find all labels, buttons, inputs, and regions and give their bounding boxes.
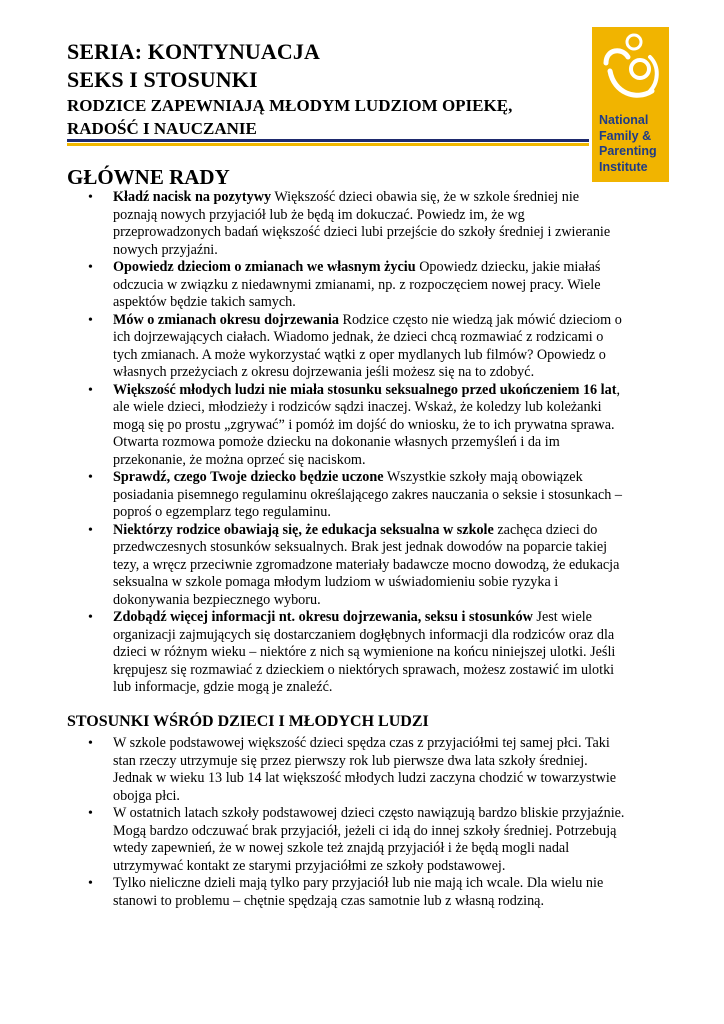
tip-bold-lead: Kładź nacisk na pozytywy	[113, 189, 272, 205]
list-item	[86, 259, 626, 312]
tip-bold-lead: Mów o zmianach okresu dojrzewania	[113, 311, 339, 328]
relationships-list	[86, 735, 626, 910]
nfpi-logo	[592, 27, 669, 182]
logo-text	[599, 113, 667, 175]
list-item	[86, 312, 626, 382]
tip-text: Wszystkie szkoły mają obowiązek posiadania pisemnego regulaminu określającego zakres nauczania o seksie i stosunkach – poproś o egzemplarz tego regulaminu.	[113, 469, 622, 520]
tip-bold-lead: Niektórzy rodzice obawiają się, że edukacja seksualna w szkole	[113, 521, 494, 538]
logo-line-3: Parenting	[599, 144, 657, 158]
main-tips-heading: GŁÓWNE RADY	[67, 165, 230, 189]
tip-bold-lead: Opowiedz dzieciom o zmianach we własnym życiu	[113, 259, 416, 275]
subtitle-line-1: RODZICE ZAPEWNIAJĄ MŁODYM LUDZIOM OPIEKĘ,	[67, 96, 513, 115]
family-figures-icon	[592, 27, 669, 113]
tip-text: Opowiedz dziecku, jakie miałaś odczucia w związku z niedawnymi zmianami, np. z rozpoczęciem nowej pracy. Wiele aspektów będzie takich samych.	[113, 259, 601, 310]
list-item	[86, 522, 626, 610]
header-rule-blue	[67, 139, 589, 142]
tip-text: zachęca dzieci do przedwczesnych stosunków seksualnych. Brak jest jednak dowodów na poparcie takiej tezy, a wręcz przeciwnie zgromadzone materiały badawcze mocno dowodzą, że edukacja seksualna w szkole pomaga młodym ludziom w uświadomieniu sobie ryzyka i dokonywania bezpiecznego wyboru.	[113, 521, 620, 608]
list-item: • Tylko nieliczne dzieli mają tylko pary przyjaciół lub nie mają ich wcale. Dla wielu nie stanowi to problemu – chętnie spędzają czas samotnie lub z własną rodziną.	[86, 875, 626, 910]
subtitle-line-2: RADOŚĆ I NAUCZANIE	[67, 119, 257, 138]
list-item	[86, 609, 626, 697]
tip-text: , ale wiele dzieci, młodzieży i rodziców sądzi inaczej. Wskaż, że koledzy lub koleżanki mogą się po prostu „zgrywać” i pomóż im dojść do wniosku, że to ich prywatna sprawa. Otwarta rozmowa pomoże dziecku na dokonanie własnych przemyśleń i da im przekonanie, że można oprzeć się naciskom.	[113, 381, 620, 468]
tip-text: Większość dzieci obawia się, że w szkole średniej nie poznają nowych przyjaciół lub że będą im dokuczać. Powiedz im, że wg przeprowadzonych badań większość dzieci lubi przejście do szkoły średniej i zwieranie nowych przyjaźni.	[113, 189, 611, 258]
logo-line-1: National	[599, 113, 649, 127]
series-title: SERIA: KONTYNUACJA	[67, 39, 320, 64]
header-rule-yellow	[67, 143, 589, 146]
list-item: • W ostatnich latach szkoły podstawowej dzieci często nawiązują bardzo bliskie przyjaźnie. Mogą bardzo odczuwać brak przyjaciół, jeżeli ci idą do innej szkoły średniej. Potrzebują wtedy zapewnień, że w nowej szkole też znajdą przyjaciół i że będą mogli nadal utrzymywać kontakt ze starymi przyjaciółmi ze szkoły podstawowej.	[86, 805, 626, 875]
tip-bold-lead: Większość młodych ludzi nie miała stosunku seksualnego przed ukończeniem 16 lat	[113, 381, 617, 398]
list-item: • W szkole podstawowej większość dzieci spędza czas z przyjaciółmi tej samej płci. Taki stan rzeczy utrzymuje się przez pierwszy rok lub pierwsze dwa lata szkoły średniej. Jednak w wieku 13 lub 14 lat większość młodych ludzi zaczyna chodzić w towarzystwie obojga płci.	[86, 735, 626, 805]
relationships-heading: STOSUNKI WŚRÓD DZIECI I MŁODYCH LUDZI	[67, 713, 429, 730]
main-tips-list	[86, 189, 626, 697]
tip-bold-lead: Zdobądź więcej informacji nt. okresu dojrzewania, seksu i stosunków	[113, 609, 533, 625]
logo-line-2: Family &	[599, 128, 652, 143]
document-header	[67, 38, 587, 140]
tip-text: Rodzice często nie wiedzą jak mówić dzieciom o ich dojrzewających ciałach. Wiadomo jednak, że dzieci chcą rozmawiać z rodzicami o tych zmianach. A może wykorzystać wątki z oper mydlanych lub filmów? Opowiedz o własnych przeżyciach z okresu dojrzewania jeśli możesz się na to zdobyć.	[113, 311, 622, 380]
tip-bold-lead: Sprawdź, czego Twoje dziecko będzie uczone	[113, 469, 384, 485]
list-item	[86, 382, 626, 470]
logo-line-4: Institute	[599, 159, 648, 174]
list-item	[86, 469, 626, 522]
list-item	[86, 189, 626, 259]
tip-text: Jest wiele organizacji zajmujących się dostarczaniem dogłębnych informacji dla rodziców oraz dla dzieci w różnym wieku – niektóre z nich są wymienione na końcu niniejszej ulotki. Jeśli krępujesz się rozmawiać z dzieckiem o niektórych sprawach, możesz zostawić im ulotki lub informacje, gdzie mogą je znaleźć.	[113, 609, 616, 695]
topic-title: SEKS I STOSUNKI	[67, 67, 258, 92]
